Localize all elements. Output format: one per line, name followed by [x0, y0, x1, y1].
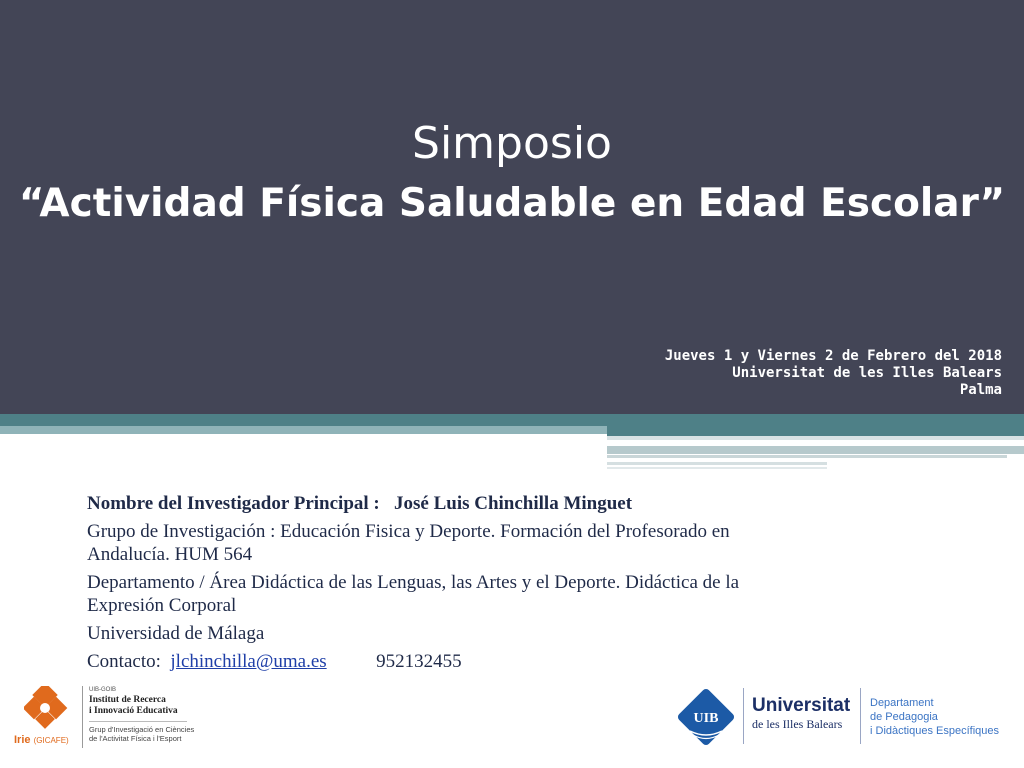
irie-institute-line1: Institut de Recerca: [89, 695, 166, 705]
irie-group-line2: de l'Activitat Física i l'Esport: [89, 734, 182, 743]
irie-brand-suffix: (GICAFE): [33, 736, 69, 745]
uib-dept-line2: de Pedagogia: [870, 711, 938, 723]
contact-line: [87, 650, 947, 673]
decorative-stripe: [0, 426, 607, 434]
decorative-stripe: [607, 462, 827, 465]
event-city: Palma: [959, 382, 1002, 398]
decorative-stripe: [607, 440, 947, 444]
contact-label: Contacto:: [87, 651, 161, 672]
irie-separator: [89, 721, 187, 722]
decorative-stripe: [607, 446, 1024, 454]
event-dates: Jueves 1 y Viernes 2 de Febrero del 2018: [664, 348, 1002, 364]
university-name: Universidad de Málaga: [87, 623, 265, 644]
decorative-stripe: [607, 455, 1007, 458]
research-group: [87, 520, 947, 566]
irie-logo-mark-icon: [24, 686, 74, 734]
event-details: [665, 348, 1002, 399]
irie-institute-text: [89, 686, 194, 743]
researcher-info: [87, 492, 947, 678]
decorative-stripe: [0, 414, 1024, 426]
uib-wordmark: [752, 696, 850, 732]
uib-name-sub: de les Illes Balears: [752, 717, 843, 731]
event-venue: Universitat de les Illes Balears: [732, 365, 1002, 381]
decorative-stripe: [607, 467, 827, 469]
slide-subtitle: “Actividad Física Saludable en Edad Escolar”: [18, 181, 1006, 226]
contact-email-link[interactable]: jlchinchilla@uma.es: [170, 651, 327, 672]
investigator-label: Nombre del Investigador Principal :: [87, 493, 380, 514]
uib-seal-icon: [676, 687, 736, 747]
logo-divider: [82, 686, 83, 748]
uib-dept-line1: Departament: [870, 697, 934, 709]
irie-institute-line2: i Innovació Educativa: [89, 706, 178, 716]
slide-title: Simposio: [412, 118, 612, 169]
irie-logo: [14, 686, 194, 752]
investigator-name: José Luis Chinchilla Minguet: [394, 493, 633, 514]
uib-name: Universitat: [752, 695, 851, 716]
decorative-stripe: [607, 426, 1024, 436]
uib-dept-line3: i Didàctiques Específiques: [870, 725, 1000, 737]
irie-wordmark: [14, 734, 69, 746]
investigator-line: [87, 492, 947, 515]
uib-department: [870, 696, 999, 738]
irie-brand: Irie: [14, 734, 31, 746]
irie-group-line1: Grup d'Investigació en Ciències: [89, 725, 195, 734]
irie-top-tag: UIB-GOIB: [89, 687, 117, 693]
uib-logo: [676, 686, 1016, 750]
logo-divider: [743, 688, 744, 744]
contact-phone: 952132455: [376, 651, 462, 672]
department-line1: Departamento / Área Didáctica de las Lenguas, las Artes y el Deporte. Didáctica de la: [87, 572, 740, 593]
uib-seal-text: UIB: [693, 711, 719, 726]
department: [87, 571, 947, 617]
department-line2: Expresión Corporal: [87, 595, 237, 616]
logo-divider: [860, 688, 861, 744]
research-group-line2: Andalucía. HUM 564: [87, 544, 253, 565]
research-group-line1: Grupo de Investigación : Educación Fisica y Deporte. Formación del Profesorado en: [87, 521, 730, 542]
